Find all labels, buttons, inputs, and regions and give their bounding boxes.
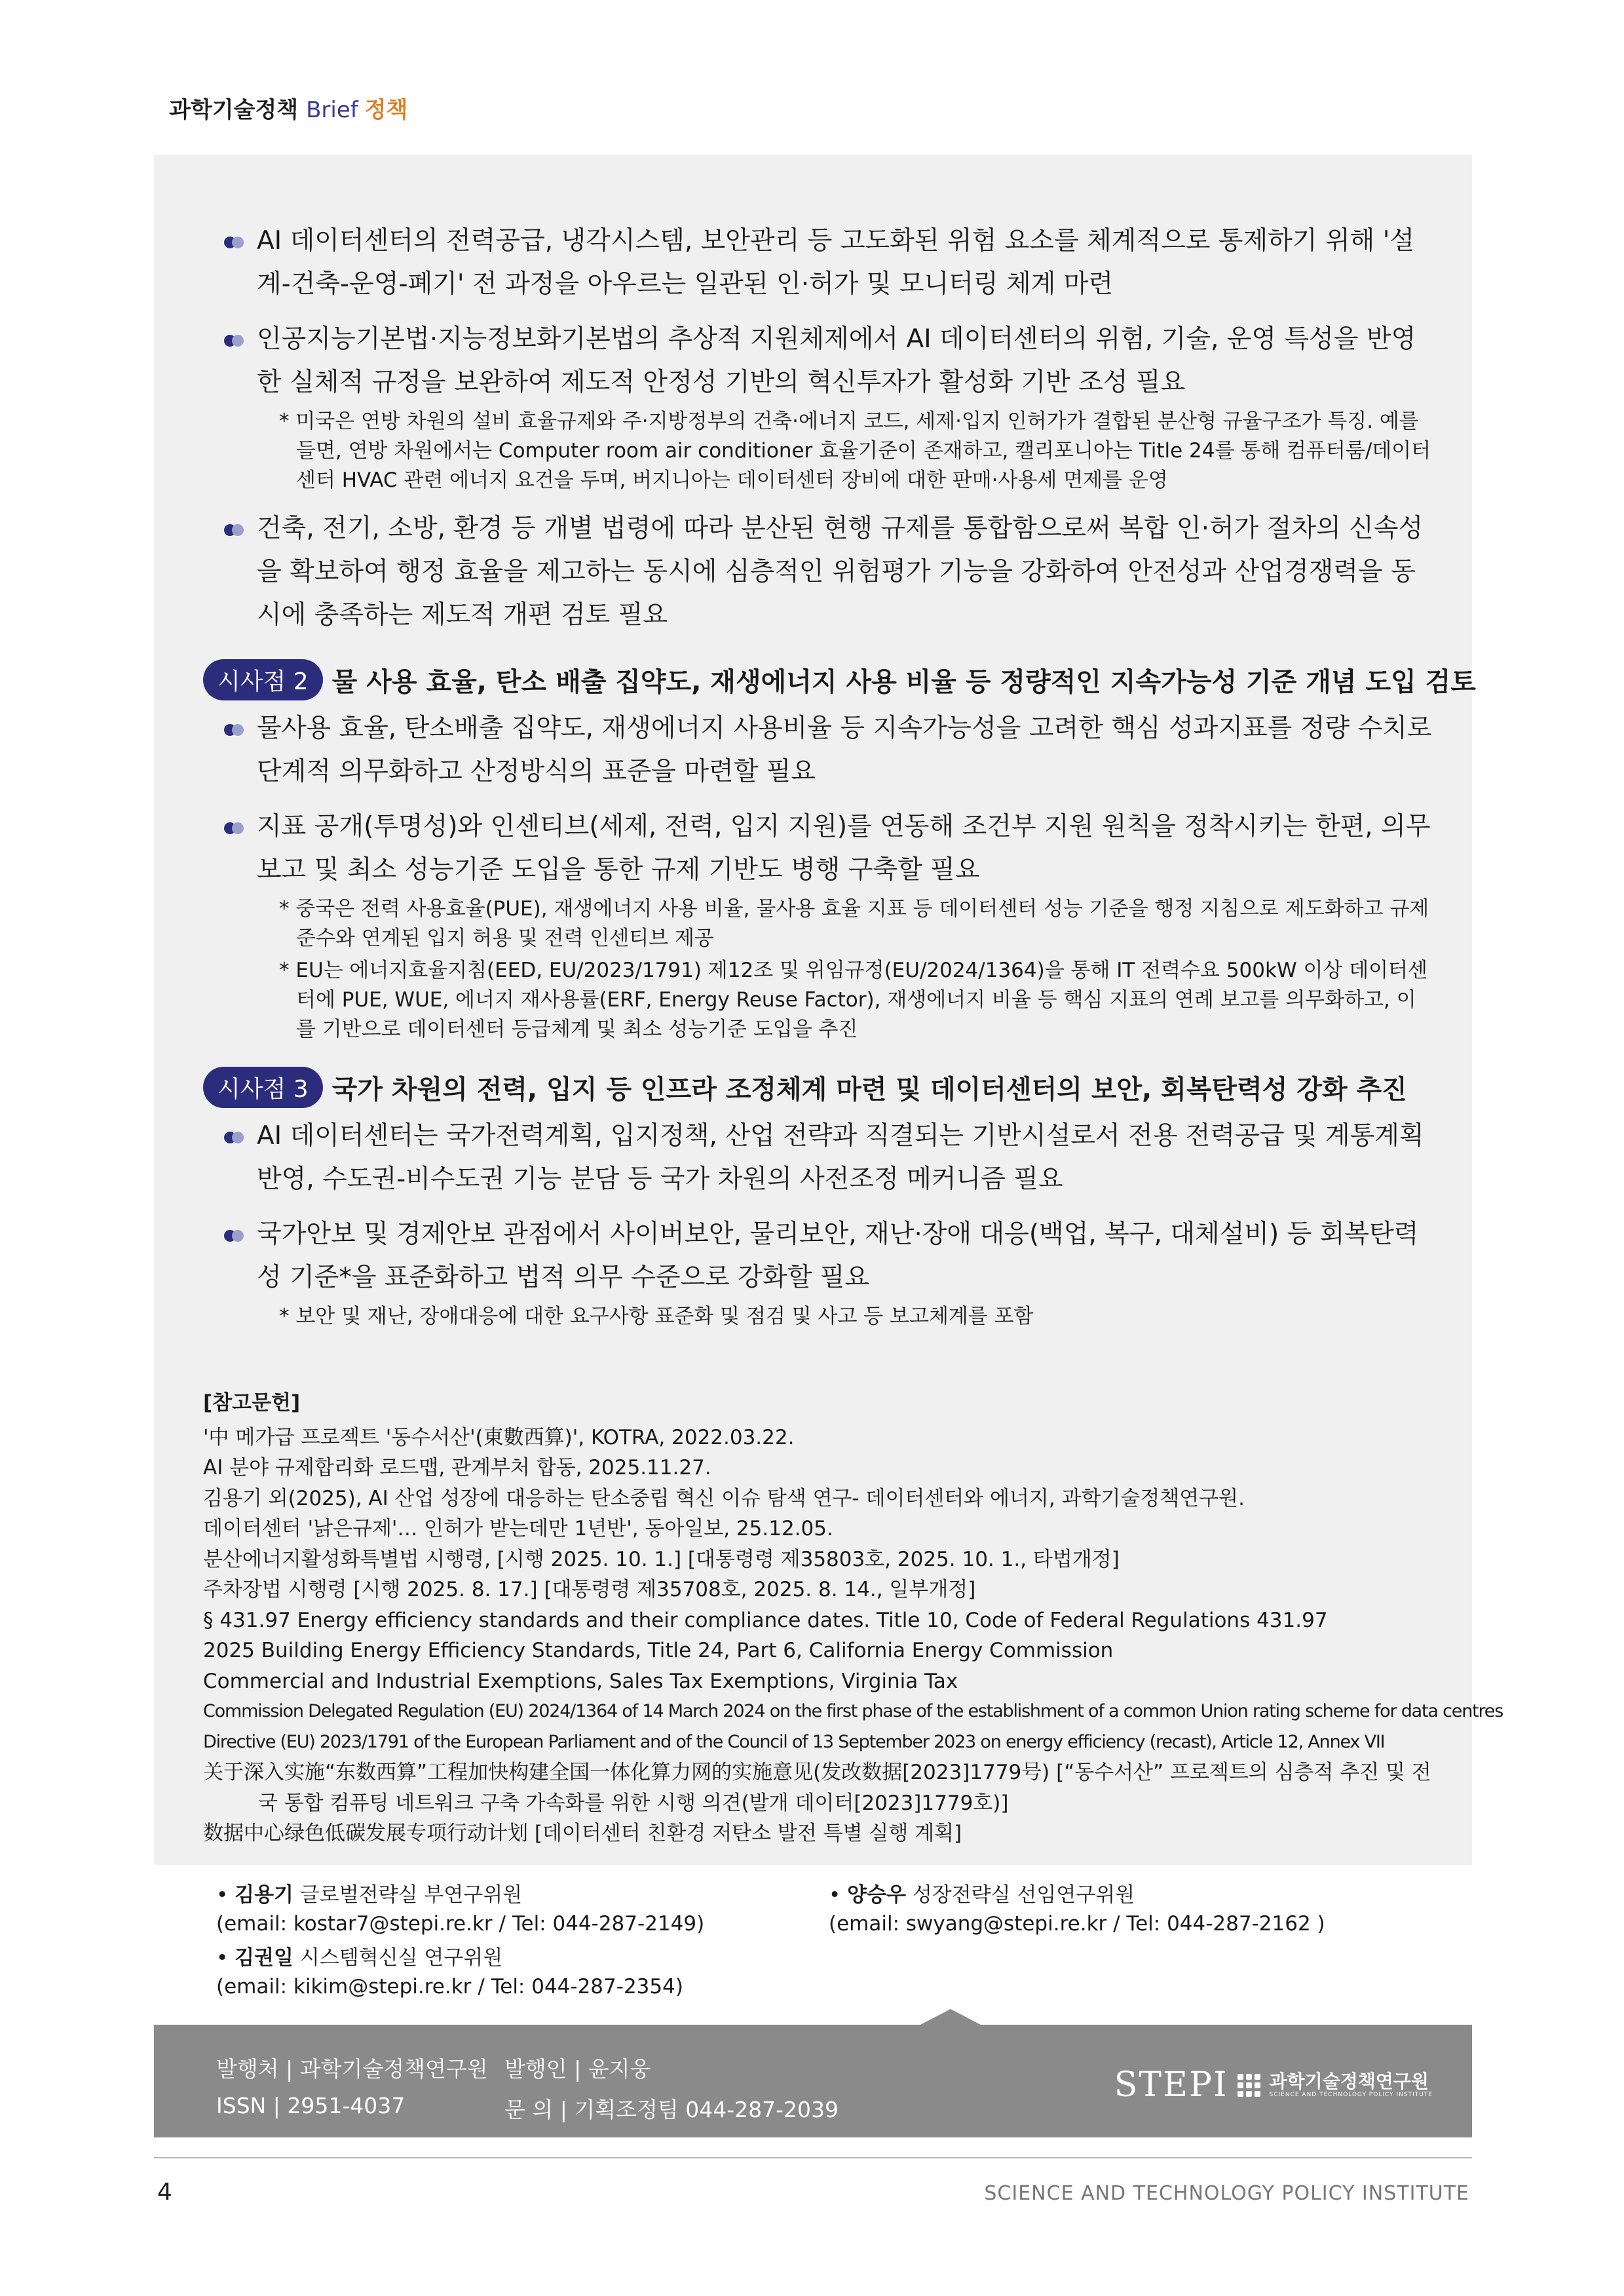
stepi-logo: [1114, 2065, 1433, 2105]
bullet-dot-icon: [224, 1132, 245, 1143]
institute-name: SCIENCE AND TECHNOLOGY POLICY INSTITUTE: [984, 2182, 1469, 2205]
footer-divider: [154, 2157, 1472, 2158]
policy-bullet: 물사용 효율, 탄소배출 집약도, 재생에너지 사용비율 등 지속가능성을 고려한 핵심 성과지표를 정량 수치로 단계적 의무화하고 산정방식의 표준을 마련할 필요: [203, 707, 1435, 794]
policy-bullet: 인공지능기본법·지능정보화기본법의 추상적 지원체제에서 AI 데이터센터의 위험, 기술, 운영 특성을 반영한 실체적 규정을 보완하여 제도적 안정성 기반의 혁신투자가 활성화 기반 조성 필요: [203, 318, 1435, 404]
logo-dots-icon: [1237, 2074, 1260, 2097]
reference-item: AI 분야 규제합리화 로드맵, 관계부처 합동, 2025.11.27.: [203, 1456, 711, 1480]
footnote: * EU는 에너지효율지침(EED, EU/2023/1791) 제12조 및 위임규정(EU/2024/1364)을 통해 IT 전력수요 500kW 이상 데이터센터에 PUE, WUE, 에너지 재사용률(ERF, Energy Reuse Factor), 재생에너지 비율 등 핵심 지표의 연례 보고를 의무화하고, 이를 기반으로 데이터센터 등급체계 및 최소 성능기준 도입을 추진: [279, 959, 1427, 1041]
reference-item: 关于深入实施“东数西算”工程加快构建全国一体化算力网的实施意见(发改数据[2023]1779号) [“동수서산” 프로젝트의 심층적 추진 및 전국 통합 컴퓨팅 네트워크 구축 가속화를 위한 시행 의견(발개 데이터[2023]1779호)]: [203, 1761, 1431, 1815]
author-card: • 양승우 성장전략실 선임연구위원 (email: swyang@stepi.re.kr / Tel: 044-287-2162 ): [829, 1881, 1325, 1938]
bullet-dot-icon: [224, 822, 245, 834]
section-badge: 시사점 3: [203, 1067, 323, 1108]
author-role: 성장전략실 선임연구위원: [912, 1883, 1135, 1907]
author-box: [203, 1875, 1428, 2004]
reference-item: 주차장법 시행령 [시행 2025. 8. 17.] [대통령령 제35708호, 2025. 8. 14., 일부개정]: [203, 1578, 976, 1601]
header-category: 정책: [364, 97, 408, 123]
section-title: 물 사용 효율, 탄소 배출 집약도, 재생에너지 사용 비율 등 정량적인 지속가능성 기준 개념 도입 검토: [331, 667, 1476, 697]
bullet-dot-icon: [224, 335, 245, 347]
policy-bullet: 건축, 전기, 소방, 환경 등 개별 법령에 따라 분산된 현행 규제를 통합함으로써 복합 인·허가 절차의 신속성을 확보하여 행정 효율을 제고하는 동시에 심층적인 위험평가 기능을 강화하여 안전성과 산업경쟁력을 동시에 충족하는 제도적 개편 검토 필요: [203, 507, 1435, 637]
author-card: • 김용기 글로벌전략실 부연구위원 (email: kostar7@stepi.re.kr / Tel: 044-287-2149): [216, 1881, 704, 1938]
section-heading-3: [203, 1067, 1435, 1108]
policy-bullet: 지표 공개(투명성)와 인센티브(세제, 전력, 입지 지원)를 연동해 조건부 지원 원칙을 정착시키는 한편, 의무 보고 및 최소 성능기준 도입을 통한 규제 기반도 병행 구축할 필요: [203, 805, 1435, 892]
bullet-dot-icon: [224, 237, 245, 248]
section-heading-2: [203, 659, 1476, 700]
issn: ISSN | 2951-4037: [216, 2093, 406, 2118]
policy-bullet: AI 데이터센터의 전력공급, 냉각시스템, 보안관리 등 고도화된 위험 요소를 체계적으로 통제하기 위해 '설계-건축-운영-폐기' 전 과정을 아우르는 일관된 인·허가 및 모니터링 체계 마련: [203, 220, 1435, 306]
author-role: 글로벌전략실 부연구위원: [299, 1883, 523, 1907]
author-name: 김용기: [235, 1883, 293, 1907]
running-header: [169, 92, 407, 124]
bullet-dot-icon: [224, 1230, 245, 1242]
author-contact[interactable]: (email: kikim@stepi.re.kr / Tel: 044-287-2354): [216, 1975, 683, 1999]
publication-footer: [154, 2025, 1472, 2137]
footnote: * 중국은 전력 사용효율(PUE), 재생에너지 사용 비율, 물사용 효율 지표 등 데이터센터 성능 기준을 행정 지침으로 제도화하고 규제 준수와 연계된 입지 허용 및 전력 인센티브 제공: [279, 897, 1429, 950]
logo-english-name: SCIENCE AND TECHNOLOGY POLICY INSTITUTE: [1269, 2092, 1433, 2098]
reference-item: Directive (EU) 2023/1791 of the European Parliament and of the Council of 13 September 2023 on energy efficiency (recast), Article 12, Annex VII: [203, 1731, 1385, 1752]
section-badge: 시사점 2: [203, 659, 323, 700]
logo-korean-name: 과학기술정책연구원: [1269, 2071, 1429, 2092]
reference-item: Commercial and Industrial Exemptions, Sales Tax Exemptions, Virginia Tax: [203, 1669, 958, 1693]
author-contact[interactable]: (email: kostar7@stepi.re.kr / Tel: 044-287-2149): [216, 1912, 705, 1936]
reference-item: 2025 Building Energy Efficiency Standards, Title 24, Part 6, California Energy Commission: [203, 1639, 1114, 1662]
issuer: 발행인 | 윤지웅: [504, 2056, 651, 2082]
footnote: * 미국은 연방 차원의 설비 효율규제와 주·지방정부의 건축·에너지 코드, 세제·입지 인허가가 결합된 분산형 규율구조가 특징. 예를 들면, 연방 차원에서는 Computer room air conditioner 효율기준이 존재하고, 캘리포니아는 Title 24를 통해 컴퓨터룸/데이터센터 HVAC 관련 에너지 요건을 두며, 버지니아는 데이터센터 장비에 대한 판매·사용세 면제를 운영: [279, 410, 1431, 492]
reference-item: 数据中心绿色低碳发展专项行动计划 [데이터센터 친환경 저탄소 발전 특별 실행 계획]: [203, 1822, 962, 1845]
policy-bullet: AI 데이터센터는 국가전력계획, 입지정책, 산업 전략과 직결되는 기반시설로서 전용 전력공급 및 계통계획 반영, 수도권-비수도권 기능 분담 등 국가 차원의 사전조정 메커니즘 필요: [203, 1115, 1435, 1201]
bullet-dot-icon: [224, 724, 245, 736]
logo-wordmark: STEPI: [1114, 2065, 1228, 2105]
bullet-dot-icon: [224, 524, 245, 536]
header-series: 과학기술정책: [169, 97, 299, 123]
page-number: 4: [157, 2179, 172, 2206]
author-card: • 김권일 시스템혁신실 연구위원 (email: kikim@stepi.re.kr / Tel: 044-287-2354): [216, 1943, 683, 2001]
publisher: 발행처 | 과학기술정책연구원: [216, 2056, 488, 2082]
author-role: 시스템혁신실 연구위원: [299, 1946, 503, 1970]
inquiry: 문 의 | 기획조정팀 044-287-2039: [504, 2097, 839, 2122]
reference-item: Commission Delegated Regulation (EU) 2024/1364 of 14 March 2024 on the first phase of the establishment of a common Union rating scheme for data centres: [203, 1701, 1503, 1721]
footer-notch: [920, 2009, 981, 2025]
author-name: 김권일: [235, 1946, 293, 1970]
references: [203, 1388, 1503, 1849]
references-heading: [참고문헌]: [203, 1391, 301, 1415]
author-name: 양승우: [847, 1883, 906, 1907]
policy-bullet: 국가안보 및 경제안보 관점에서 사이버보안, 물리보안, 재난·장애 대응(백업, 복구, 대체설비) 등 회복탄력성 기준*을 표준화하고 법적 의무 수준으로 강화할 필요: [203, 1213, 1435, 1299]
reference-item: § 431.97 Energy efficiency standards and their compliance dates. Title 10, Code of Federal Regulations 431.97: [203, 1608, 1328, 1632]
reference-item: '中 메가급 프로젝트 '동수서산'(東數西算)', KOTRA, 2022.03.22.: [203, 1425, 795, 1449]
reference-item: 데이터센터 '낡은규제'… 인허가 받는데만 1년반', 동아일보, 25.12.05.: [203, 1517, 833, 1540]
section-title: 국가 차원의 전력, 입지 등 인프라 조정체계 마련 및 데이터센터의 보안, 회복탄력성 강화 추진: [331, 1075, 1407, 1105]
policy-content: [203, 213, 1476, 1331]
header-brief: Brief: [306, 97, 358, 123]
author-contact[interactable]: (email: swyang@stepi.re.kr / Tel: 044-287-2162 ): [829, 1912, 1325, 1936]
reference-item: 분산에너지활성화특별법 시행령, [시행 2025. 10. 1.] [대통령령 제35803호, 2025. 10. 1., 타법개정]: [203, 1547, 1120, 1571]
footnote: * 보안 및 재난, 장애대응에 대한 요구사항 표준화 및 점검 및 사고 등 보고체계를 포함: [279, 1305, 1034, 1328]
reference-item: 김용기 외(2025), AI 산업 성장에 대응하는 탄소중립 혁신 이슈 탐색 연구- 데이터센터와 에너지, 과학기술정책연구원.: [203, 1486, 1245, 1510]
